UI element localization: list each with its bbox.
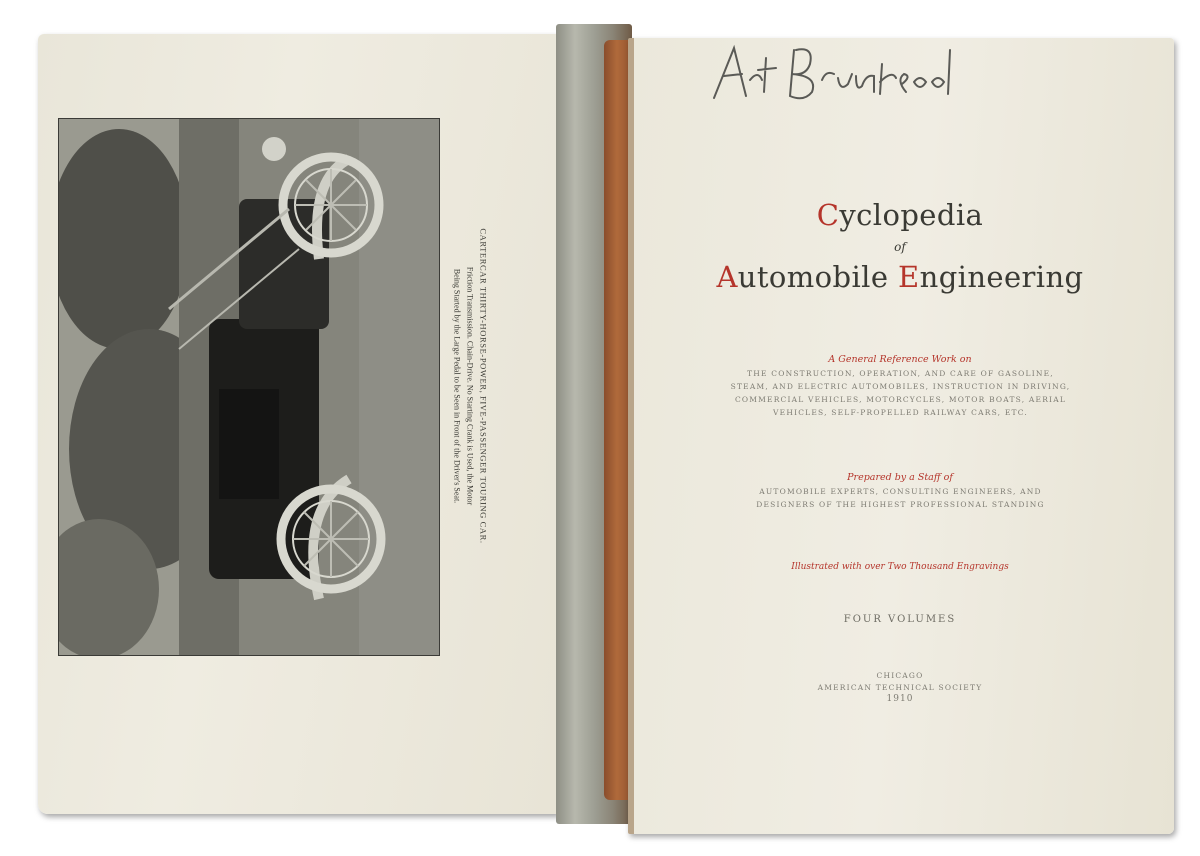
title-page bbox=[628, 38, 1174, 834]
handwritten-signature bbox=[706, 40, 966, 110]
volume-count: FOUR VOLUMES bbox=[843, 614, 957, 625]
illustrated-note: Illustrated with over Two Thousand Engravings bbox=[791, 562, 1009, 572]
reference-description: THE CONSTRUCTION, OPERATION, AND CARE OF GASOLINE, STEAM, AND ELECTRIC AUTOMOBILES, INSTRUCTION IN DRIVING, COMMERCIAL VEHICLES, MOTORCYCLES, MOTOR BOATS, AERIAL VEHICLES, SELF-PROPELLED RAILWAY CARS, ETC. bbox=[730, 369, 1071, 417]
book-title-line1: Cyclopedia bbox=[816, 198, 984, 232]
publisher-name: AMERICAN TECHNICAL SOCIETY bbox=[817, 683, 983, 692]
book-title-of: of bbox=[894, 240, 906, 254]
publisher-city: CHICAGO bbox=[876, 671, 924, 680]
book-title-line2: Automobile Engineering bbox=[716, 260, 1084, 294]
frontispiece-caption bbox=[445, 118, 495, 654]
reference-intro: A General Reference Work on bbox=[828, 354, 972, 365]
publication-year: 1910 bbox=[886, 694, 914, 704]
prepared-by-description: AUTOMOBILE EXPERTS, CONSULTING ENGINEERS, AND DESIGNERS OF THE HIGHEST PROFESSIONAL STANDING bbox=[756, 487, 1045, 509]
caption-line: Being Started by the Large Pedal to be Seen in Front of the Driver's Seat. bbox=[452, 268, 462, 504]
frontispiece-photo bbox=[58, 118, 440, 656]
caption-line: Friction Transmission. Chain-Drive. No Starting Crank is Used, the Motor bbox=[465, 266, 475, 506]
publisher-imprint bbox=[690, 670, 1110, 694]
caption-title: CARTERCAR THIRTY-HORSE-POWER, FIVE-PASSENGER TOURING CAR. bbox=[478, 228, 489, 544]
prepared-by-intro: Prepared by a Staff of bbox=[847, 472, 953, 483]
